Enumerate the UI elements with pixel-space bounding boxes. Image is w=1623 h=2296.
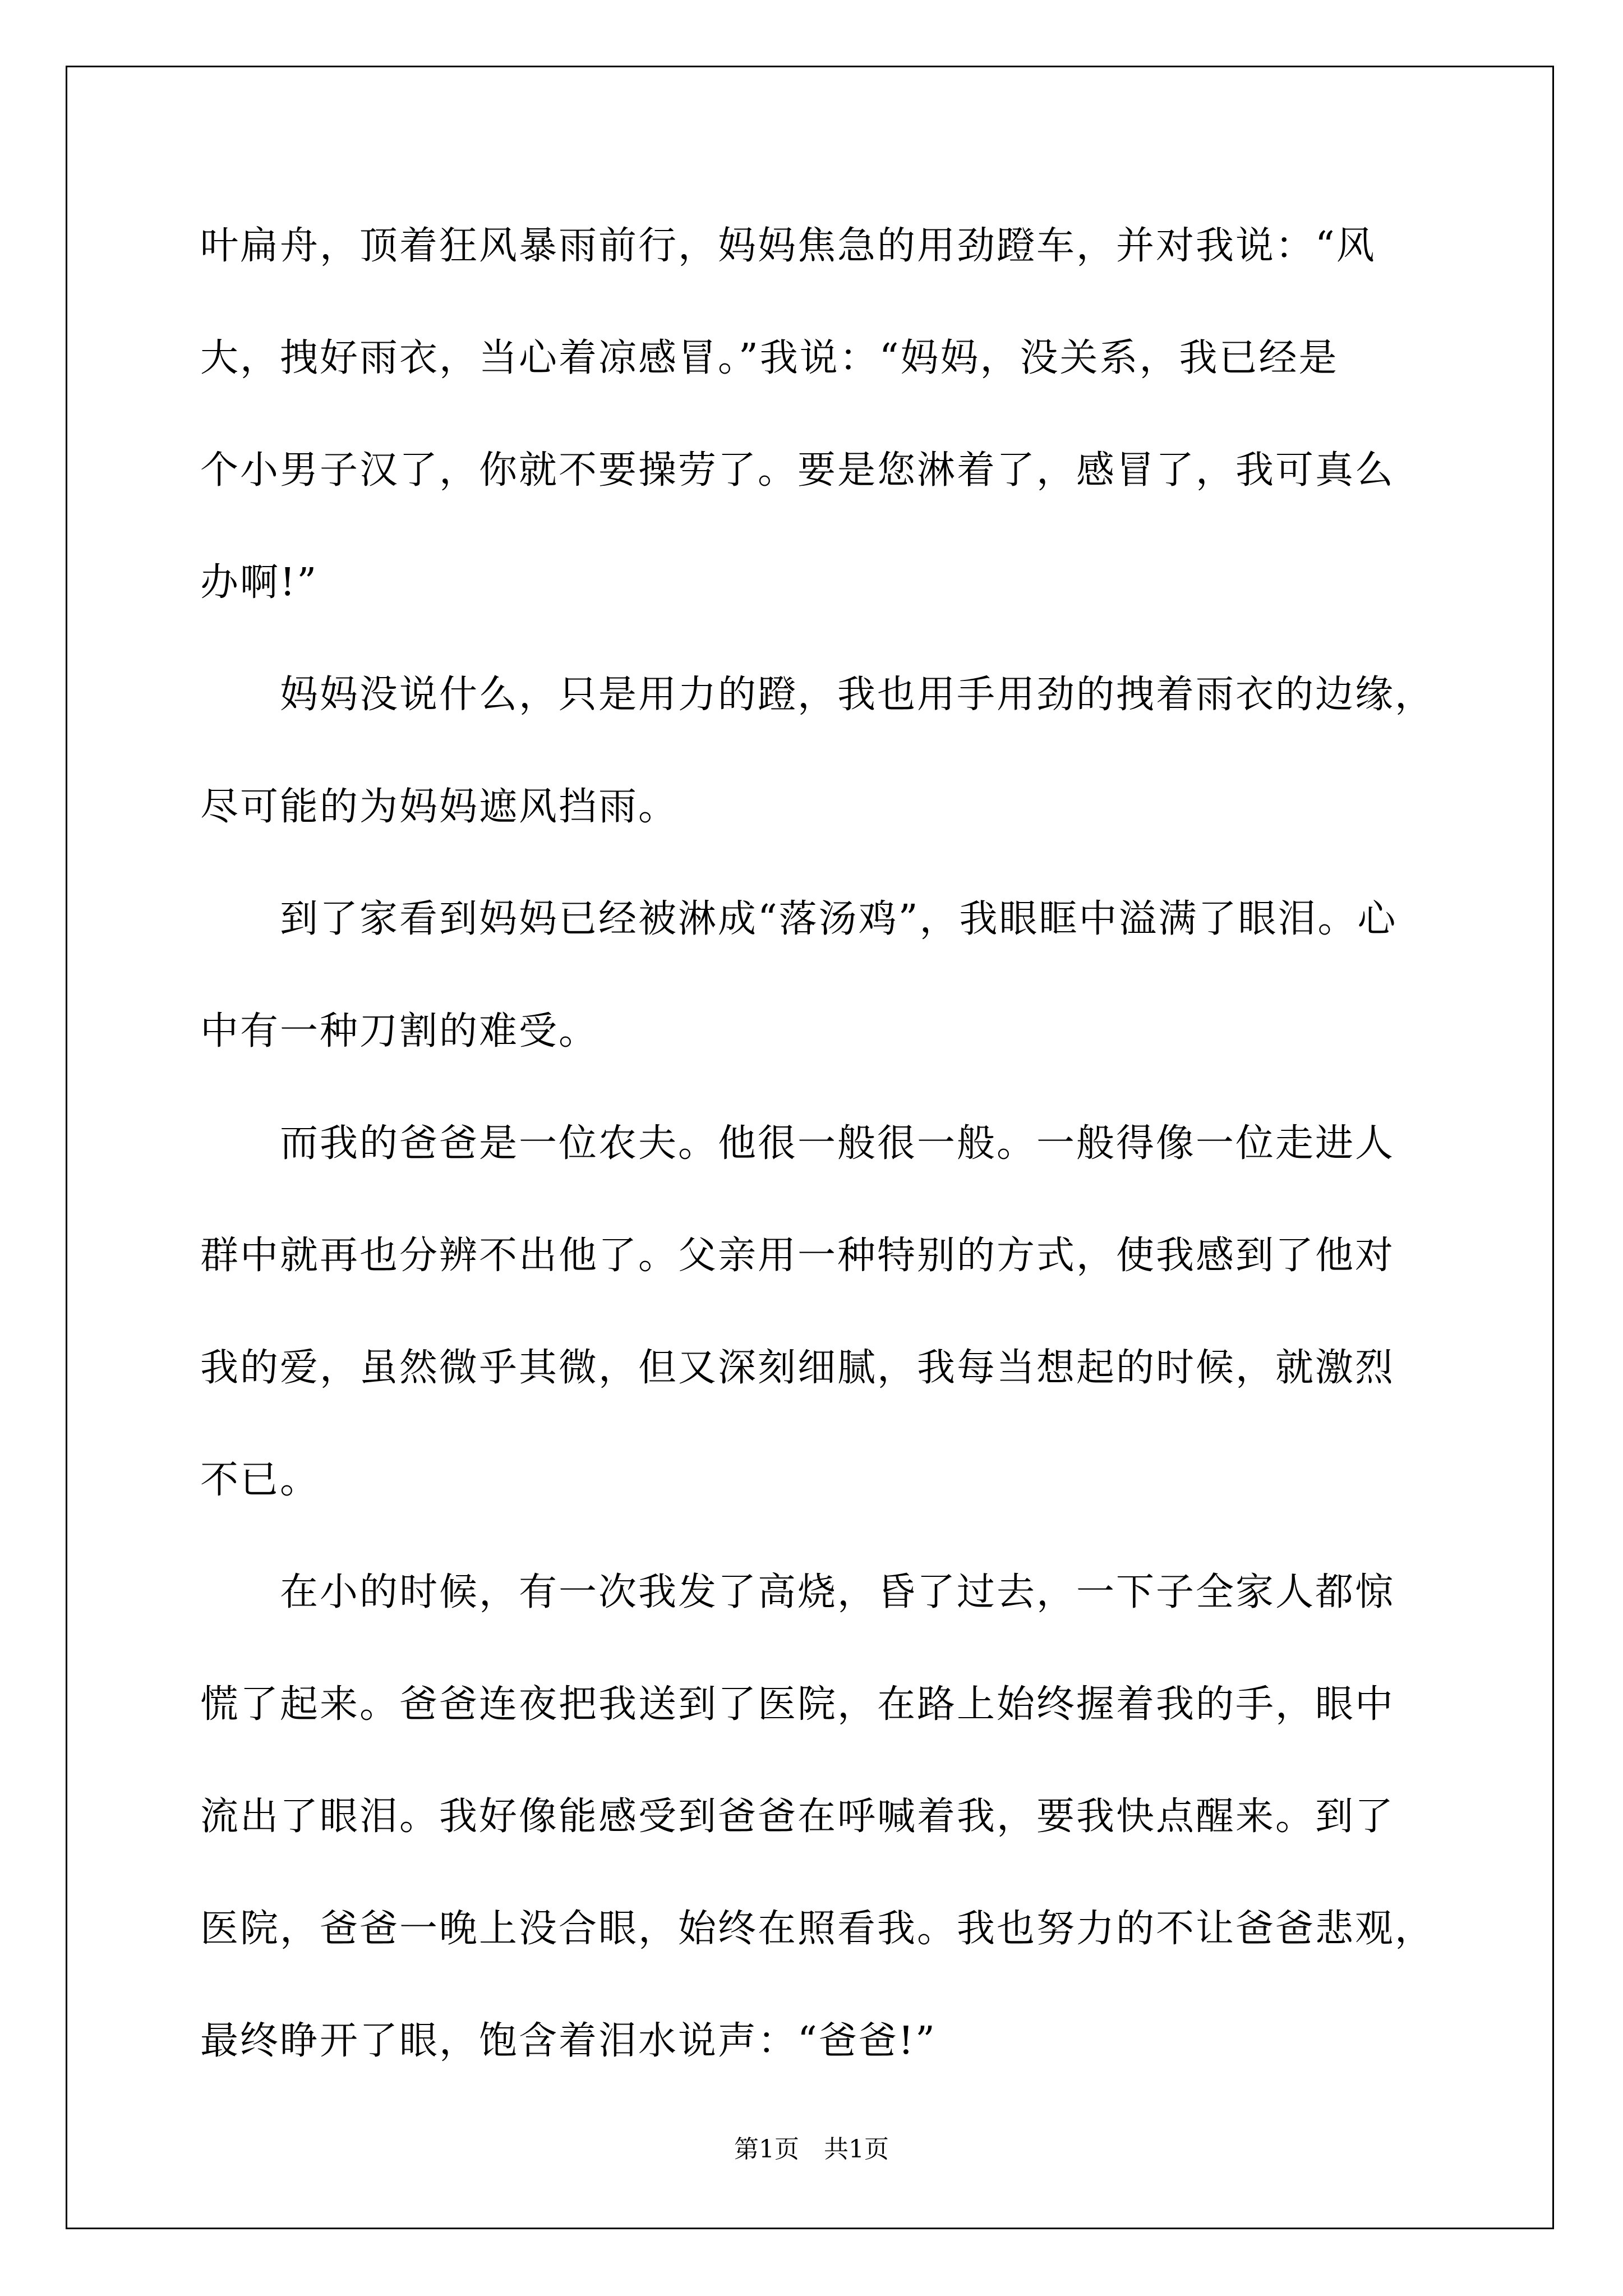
text-line: 大，拽好雨衣，当心着凉感冒。”我说：“妈妈，没关系，我已经是 <box>200 336 1339 380</box>
paragraph-first-line: 而我的爸爸是一位农夫。他很一般很一般。一般得像一位走进人 <box>280 1121 1395 1166</box>
text-line: 流出了眼泪。我好像能感受到爸爸在呼喊着我，要我快点醒来。到了 <box>200 1795 1395 1839</box>
text-line: 医院，爸爸一晚上没合眼，始终在照看我。我也努力的不让爸爸悲观， <box>200 1907 1435 1951</box>
text-line: 我的爱，虽然微乎其微，但又深刻细腻，我每当想起的时候，就激烈 <box>200 1346 1395 1390</box>
paragraph-first-line: 妈妈没说什么，只是用力的蹬，我也用手用劲的拽着雨衣的边缘， <box>280 673 1435 717</box>
text-line: 办啊!” <box>200 560 319 605</box>
text-line: 最终睁开了眼，饱含着泪水说声：“爸爸!” <box>200 2019 937 2063</box>
paragraph-first-line: 到了家看到妈妈已经被淋成“落汤鸡”，我眼眶中溢满了眼泪。心 <box>280 897 1398 941</box>
text-line: 中有一种刀割的难受。 <box>200 1009 599 1053</box>
text-line: 不已。 <box>200 1458 320 1502</box>
page-number-footer: 第1页 共1页 <box>734 2135 889 2164</box>
text-line: 群中就再也分辨不出他了。父亲用一种特别的方式，使我感到了他对 <box>200 1234 1395 1278</box>
paragraph-first-line: 在小的时候，有一次我发了高烧，昏了过去，一下子全家人都惊 <box>280 1570 1395 1614</box>
text-line: 个小男子汉了，你就不要操劳了。要是您淋着了，感冒了，我可真么 <box>200 448 1395 493</box>
text-line: 叶扁舟，顶着狂风暴雨前行，妈妈焦急的用劲蹬车，并对我说：“风 <box>200 224 1376 268</box>
text-line: 慌了起来。爸爸连夜把我送到了医院，在路上始终握着我的手，眼中 <box>200 1682 1395 1727</box>
text-line: 尽可能的为妈妈遮风挡雨。 <box>200 785 679 829</box>
